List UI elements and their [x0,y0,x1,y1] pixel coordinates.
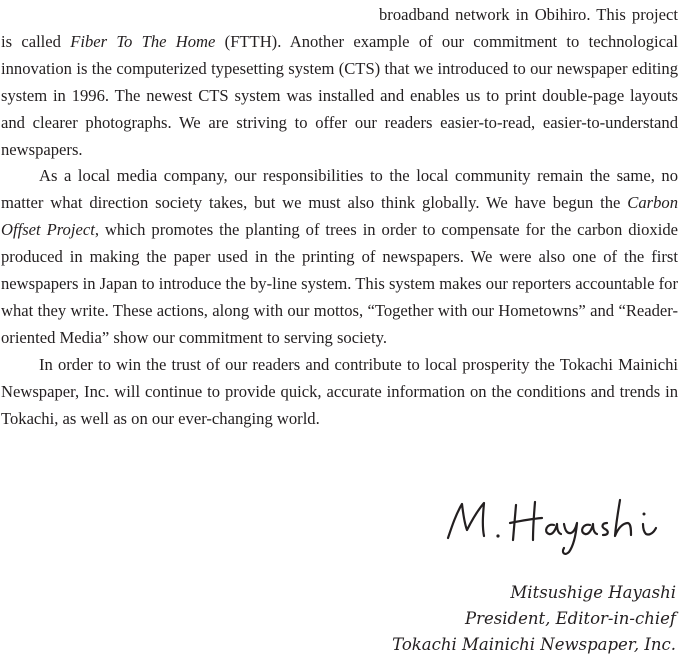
paragraph-1 [1,2,678,163]
text-run: As a local media company, our responsibilities to the local community remain the same, no matter what direction society takes, but we must also think globally. We have begun the [1,166,678,213]
italic-term: Carbon Offset Project [1,193,678,240]
text-run: , which promotes the planting of trees in order to compensate for the carbon dioxide produced in making the paper used in the printing of newspapers. We were also one of the first newspapers in Japan to introduce the by-line system. This system makes our reporters accountable for what they write. These actions, along with our mottos, “Together with our Hometowns” and “Reader-oriented Media” show our commitment to serving society. [1,220,678,347]
signature-block [256,580,676,658]
handwritten-signature [440,490,675,560]
paragraph-3 [1,352,678,433]
italic-term: Fiber To The Home [70,31,216,51]
article-body [1,2,678,433]
text-run: (FTTH). Another example of our commitment to technological innovation is the computerized typesetting system (CTS) that we introduced to our newspaper editing system in 1996. The newest CTS system was installed and enables us to print double-page layouts and clearer photographs. We are striving to offer our readers easier-to-read, easier-to-understand newspapers. [1,31,678,159]
signer-name: Mitsushige Hayashi [510,583,676,602]
paragraph-2 [1,163,678,351]
company-name: Tokachi Mainichi Newspaper, Inc. [392,635,676,654]
text-run: In order to win the trust of our readers and contribute to local prosperity the Tokachi Mainichi Newspaper, Inc. will continue to provide quick, accurate information on the conditions and trends in Tokachi, as well as on our ever-changing world. [1,354,678,428]
signer-title: President, Editor-in-chief [465,609,676,628]
text-run: broadband network in Obihiro. This project is called [1,5,678,51]
